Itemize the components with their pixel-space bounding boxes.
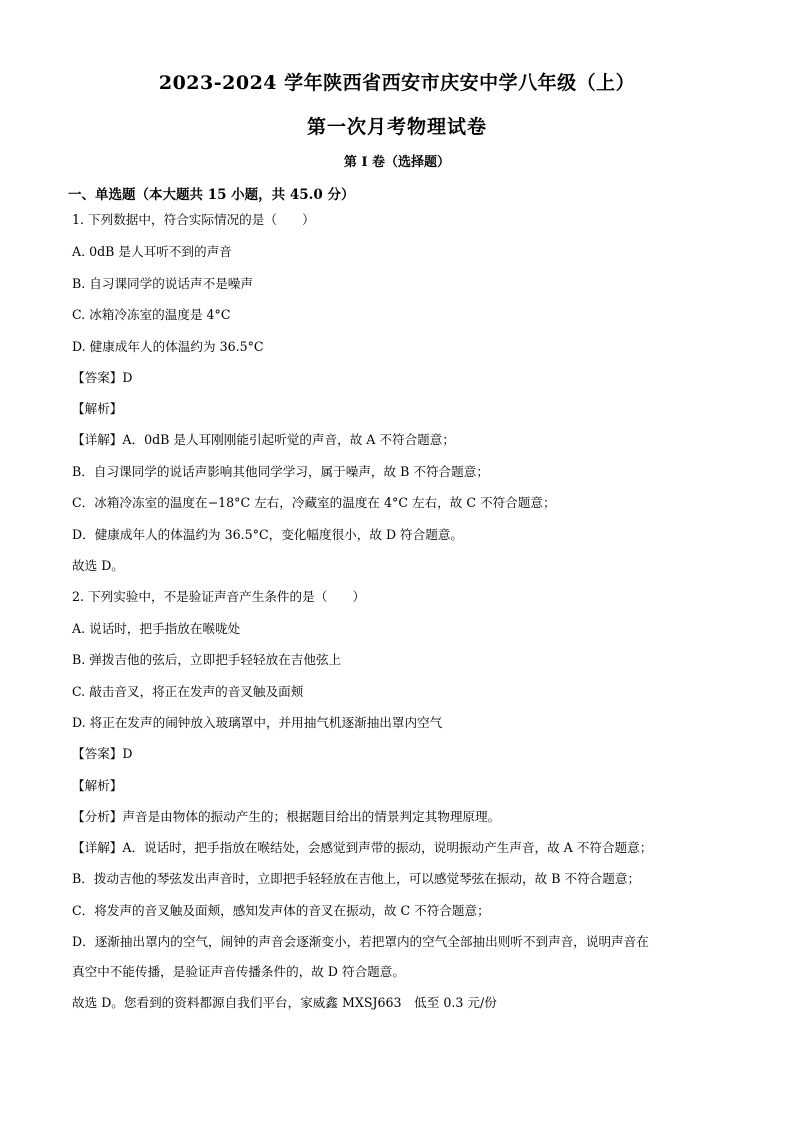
question-2-explanation-line: C．将发声的音叉触及面颊，感知发声体的音叉在振动，故 C 不符合题意； bbox=[72, 903, 490, 918]
question-1-explanation-line: 【详解】A．0dB 是人耳刚刚能引起听觉的声音，故 A 不符合题意； bbox=[72, 432, 455, 447]
page-subtitle: 第一次月考物理试卷 bbox=[306, 116, 487, 138]
question-2-option-c: C. 敲击音叉，将正在发声的音叉触及面颊 bbox=[72, 684, 304, 699]
question-1-stem: 1. 下列数据中，符合实际情况的是（ ） bbox=[72, 212, 315, 227]
question-2-explanation-line: 真空中不能传播，是验证声音传播条件的，故 D 符合题意。 bbox=[72, 964, 405, 979]
question-1-option-b: B. 自习课同学的说话声不是噪声 bbox=[72, 276, 253, 291]
question-2-conclusion: 故选 D。您看到的资料都源自我们平台，家威鑫 MXSJ663 低至 0.3 元/份 bbox=[72, 995, 497, 1010]
question-2-stem: 2. 下列实验中，不是验证声音产生条件的是（ ） bbox=[72, 589, 366, 604]
question-1-conclusion: 故选 D。 bbox=[72, 558, 124, 573]
question-1-option-d: D. 健康成年人的体温约为 36.5°C bbox=[72, 339, 264, 354]
question-1-option-a: A. 0dB 是人耳听不到的声音 bbox=[72, 244, 232, 259]
question-2-option-a: A. 说话时，把手指放在喉咙处 bbox=[72, 621, 241, 636]
question-1-analysis-label: 【解析】 bbox=[72, 401, 123, 416]
volume-label: 第 I 卷（选择题） bbox=[343, 155, 451, 170]
question-2-answer: 【答案】D bbox=[72, 746, 133, 761]
question-2-explanation-line: B．拨动吉他的琴弦发出声音时，立即把手轻轻放在吉他上，可以感觉琴弦在振动，故 B 不符合题意； bbox=[72, 871, 641, 886]
question-2-option-d: D. 将正在发声的闹钟放入玻璃罩中，并用抽气机逐渐抽出罩内空气 bbox=[72, 715, 443, 730]
question-2-explanation-line: 【详解】A．说话时，把手指放在喉结处，会感觉到声带的振动，说明振动产生声音，故 A 不符合题意； bbox=[72, 840, 653, 855]
section-heading: 一、单选题（本大题共 15 小题，共 45.0 分） bbox=[68, 187, 355, 203]
question-1-explanation-line: D．健康成年人的体温约为 36.5°C，变化幅度很小，故 D 符合题意。 bbox=[72, 527, 464, 542]
question-1-explanation-line: C．冰箱冷冻室的温度在−18°C 左右，冷藏室的温度在 4°C 左右，故 C 不符合题意； bbox=[72, 495, 556, 510]
question-1-explanation-line: B．自习课同学的说话声影响其他同学学习，属于噪声，故 B 不符合题意； bbox=[72, 464, 489, 479]
question-1-option-c: C. 冰箱冷冻室的温度是 4°C bbox=[72, 307, 231, 322]
question-1-answer: 【答案】D bbox=[72, 370, 133, 385]
question-2-option-b: B. 弹拨吉他的弦后，立即把手轻轻放在吉他弦上 bbox=[72, 652, 342, 667]
question-2-analysis-label: 【解析】 bbox=[72, 778, 123, 793]
question-2-explanation-line: 【分析】声音是由物体的振动产生的；根据题目给出的情景判定其物理原理。 bbox=[72, 809, 501, 824]
page-title: 2023-2024 学年陕西省西安市庆安中学八年级（上） bbox=[158, 72, 636, 94]
question-2-explanation-line: D．逐渐抽出罩内的空气，闹钟的声音会逐渐变小，若把罩内的空气全部抽出则听不到声音，说明声音在 bbox=[72, 934, 649, 949]
